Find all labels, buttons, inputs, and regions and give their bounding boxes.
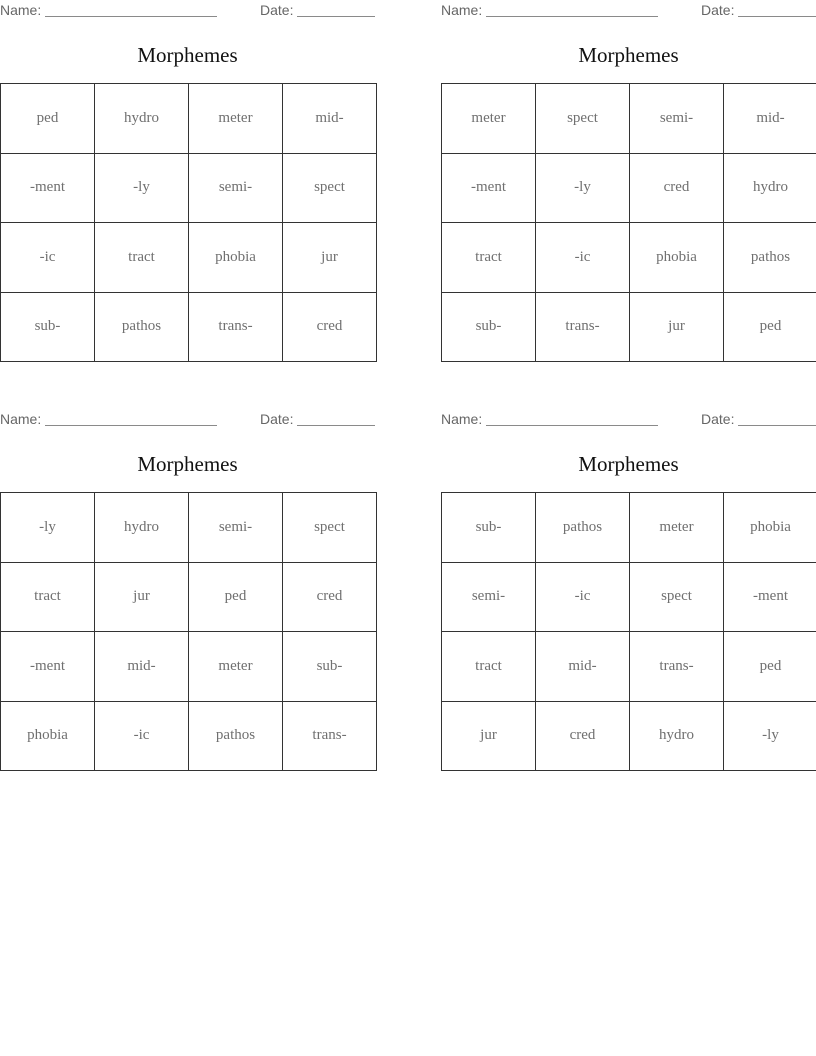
grid-cell: pathos bbox=[724, 223, 816, 293]
grid-cell: tract bbox=[1, 562, 95, 632]
date-label: Date: bbox=[260, 2, 294, 18]
grid-cell: -ment bbox=[1, 153, 95, 223]
date-blank-line[interactable] bbox=[297, 16, 375, 17]
name-blank-line[interactable] bbox=[486, 16, 658, 17]
grid-cell: phobia bbox=[1, 701, 95, 771]
grid-cell: cred bbox=[630, 153, 724, 223]
grid-row bbox=[442, 632, 816, 702]
grid-row bbox=[1, 632, 377, 702]
grid-cell: cred bbox=[283, 562, 377, 632]
grid-cell: -ment bbox=[1, 632, 95, 702]
grid-cell: ped bbox=[1, 84, 95, 154]
grid-cell: meter bbox=[189, 632, 283, 702]
grid-cell: semi- bbox=[442, 562, 536, 632]
morpheme-grid bbox=[0, 492, 377, 771]
grid-cell: -ic bbox=[536, 562, 630, 632]
grid-row bbox=[442, 493, 816, 563]
grid-cell: semi- bbox=[189, 493, 283, 563]
grid-row bbox=[442, 701, 816, 771]
grid-cell: sub- bbox=[283, 632, 377, 702]
grid-cell: jur bbox=[95, 562, 189, 632]
grid-cell: phobia bbox=[724, 493, 816, 563]
grid-cell: semi- bbox=[630, 84, 724, 154]
name-blank-line[interactable] bbox=[486, 425, 658, 426]
grid-cell: meter bbox=[442, 84, 536, 154]
grid-cell: trans- bbox=[189, 292, 283, 362]
grid-row bbox=[1, 493, 377, 563]
grid-cell: sub- bbox=[1, 292, 95, 362]
grid-cell: tract bbox=[95, 223, 189, 293]
grid-cell: meter bbox=[630, 493, 724, 563]
name-label: Name: bbox=[0, 411, 42, 427]
grid-cell: semi- bbox=[189, 153, 283, 223]
grid-cell: -ic bbox=[536, 223, 630, 293]
grid-row bbox=[1, 153, 377, 223]
morpheme-grid bbox=[441, 83, 816, 362]
grid-row bbox=[442, 292, 816, 362]
grid-cell: spect bbox=[283, 493, 377, 563]
grid-cell: spect bbox=[536, 84, 630, 154]
grid-cell: ped bbox=[724, 292, 816, 362]
grid-cell: hydro bbox=[95, 84, 189, 154]
grid-cell: -ic bbox=[95, 701, 189, 771]
card-header bbox=[0, 409, 375, 431]
card-title: Morphemes bbox=[137, 452, 238, 476]
grid-cell: -ly bbox=[724, 701, 816, 771]
grid-cell: hydro bbox=[630, 701, 724, 771]
bingo-card bbox=[0, 0, 375, 335]
name-blank-line[interactable] bbox=[45, 16, 217, 17]
grid-cell: tract bbox=[442, 223, 536, 293]
card-header bbox=[441, 0, 816, 22]
grid-cell: sub- bbox=[442, 292, 536, 362]
name-blank-line[interactable] bbox=[45, 425, 217, 426]
bingo-card bbox=[441, 0, 816, 335]
card-title: Morphemes bbox=[578, 452, 679, 476]
grid-cell: -ment bbox=[724, 562, 816, 632]
grid-cell: mid- bbox=[283, 84, 377, 154]
grid-cell: jur bbox=[630, 292, 724, 362]
grid-cell: cred bbox=[536, 701, 630, 771]
card-header bbox=[441, 409, 816, 431]
grid-cell: tract bbox=[442, 632, 536, 702]
grid-cell: -ment bbox=[442, 153, 536, 223]
grid-cell: meter bbox=[189, 84, 283, 154]
grid-cell: ped bbox=[189, 562, 283, 632]
bingo-card bbox=[441, 409, 816, 744]
grid-cell: phobia bbox=[189, 223, 283, 293]
grid-row bbox=[442, 153, 816, 223]
grid-row bbox=[1, 223, 377, 293]
grid-cell: -ic bbox=[1, 223, 95, 293]
grid-cell: cred bbox=[283, 292, 377, 362]
grid-cell: hydro bbox=[95, 493, 189, 563]
grid-cell: trans- bbox=[536, 292, 630, 362]
name-label: Name: bbox=[441, 2, 483, 18]
date-label: Date: bbox=[701, 2, 735, 18]
grid-cell: -ly bbox=[95, 153, 189, 223]
morpheme-grid bbox=[441, 492, 816, 771]
grid-row bbox=[1, 562, 377, 632]
date-label: Date: bbox=[701, 411, 735, 427]
grid-cell: pathos bbox=[536, 493, 630, 563]
grid-cell: pathos bbox=[189, 701, 283, 771]
grid-cell: phobia bbox=[630, 223, 724, 293]
card-title: Morphemes bbox=[137, 43, 238, 67]
date-blank-line[interactable] bbox=[738, 425, 816, 426]
grid-row bbox=[442, 562, 816, 632]
grid-row bbox=[442, 223, 816, 293]
name-label: Name: bbox=[441, 411, 483, 427]
grid-cell: -ly bbox=[1, 493, 95, 563]
grid-cell: ped bbox=[724, 632, 816, 702]
grid-cell: trans- bbox=[283, 701, 377, 771]
name-label: Name: bbox=[0, 2, 42, 18]
grid-cell: mid- bbox=[724, 84, 816, 154]
grid-row bbox=[1, 701, 377, 771]
grid-cell: spect bbox=[283, 153, 377, 223]
grid-row bbox=[1, 84, 377, 154]
grid-cell: mid- bbox=[536, 632, 630, 702]
grid-row bbox=[442, 84, 816, 154]
grid-row bbox=[1, 292, 377, 362]
grid-cell: spect bbox=[630, 562, 724, 632]
grid-cell: hydro bbox=[724, 153, 816, 223]
bingo-card bbox=[0, 409, 375, 744]
date-blank-line[interactable] bbox=[297, 425, 375, 426]
morpheme-grid bbox=[0, 83, 377, 362]
grid-cell: pathos bbox=[95, 292, 189, 362]
date-blank-line[interactable] bbox=[738, 16, 816, 17]
grid-cell: jur bbox=[283, 223, 377, 293]
grid-cell: jur bbox=[442, 701, 536, 771]
grid-cell: -ly bbox=[536, 153, 630, 223]
card-header bbox=[0, 0, 375, 22]
date-label: Date: bbox=[260, 411, 294, 427]
grid-cell: mid- bbox=[95, 632, 189, 702]
grid-cell: sub- bbox=[442, 493, 536, 563]
grid-cell: trans- bbox=[630, 632, 724, 702]
card-title: Morphemes bbox=[578, 43, 679, 67]
